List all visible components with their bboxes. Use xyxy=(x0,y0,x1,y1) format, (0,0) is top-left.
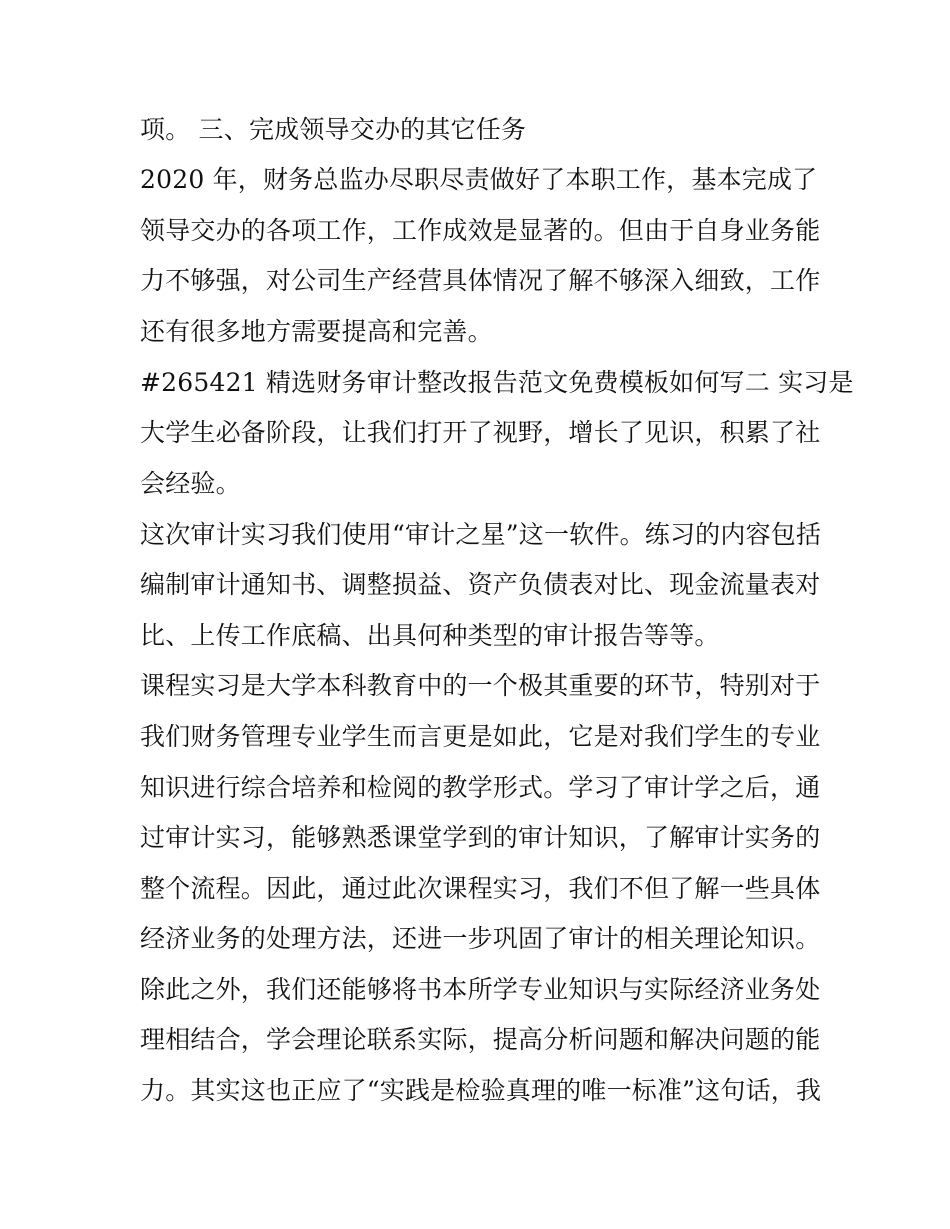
text-line: 除此之外，我们还能够将书本所学专业知识与实际经济业务处 xyxy=(140,975,821,1004)
text-line: 编制审计通知书、调整损益、资产负债表对比、现金流量表对 xyxy=(140,570,821,599)
text-line: 经济业务的处理方法，还进一步巩固了审计的相关理论知识。 xyxy=(140,924,821,953)
text-line: 课程实习是大学本科教育中的一个极其重要的环节，特别对于 xyxy=(140,671,821,700)
text-line: 大学生必备阶段，让我们打开了视野，增长了见识，积累了社 xyxy=(140,418,821,447)
text-line: 领导交办的各项工作，工作成效是显著的。但由于自身业务能 xyxy=(140,216,821,245)
text-line: 力。其实这也正应了“实践是检验真理的唯一标准”这句话，我 xyxy=(140,1076,822,1105)
text-line: 比、上传工作底稿、出具何种类型的审计报告等等。 xyxy=(140,621,720,650)
text-line: 会经验。 xyxy=(140,469,241,498)
text-line: 项。 三、完成领导交办的其它任务 xyxy=(140,115,527,144)
text-line: 力不够强，对公司生产经营具体情况了解不够深入细致，工作 xyxy=(140,266,821,295)
text-line: 过审计实习，能够熟悉课堂学到的审计知识，了解审计实务的 xyxy=(140,823,821,852)
text-line: 还有很多地方需要提高和完善。 xyxy=(140,317,493,346)
text-line: 整个流程。因此，通过此次课程实习，我们不但了解一些具体 xyxy=(140,874,821,903)
text-line: 2020 年，财务总监办尽职尽责做好了本职工作，基本完成了 xyxy=(140,165,818,194)
text-line: 知识进行综合培养和检阅的教学形式。学习了审计学之后，通 xyxy=(140,773,821,802)
text-line: #265421 精选财务审计整改报告范文免费模板如何写二 实习是 xyxy=(140,368,854,397)
text-line: 我们财务管理专业学生而言更是如此，它是对我们学生的专业 xyxy=(140,722,821,751)
text-line: 这次审计实习我们使用“审计之星”这一软件。练习的内容包括 xyxy=(140,520,822,549)
text-line: 理相结合，学会理论联系实际，提高分析问题和解决问题的能 xyxy=(140,1025,821,1054)
